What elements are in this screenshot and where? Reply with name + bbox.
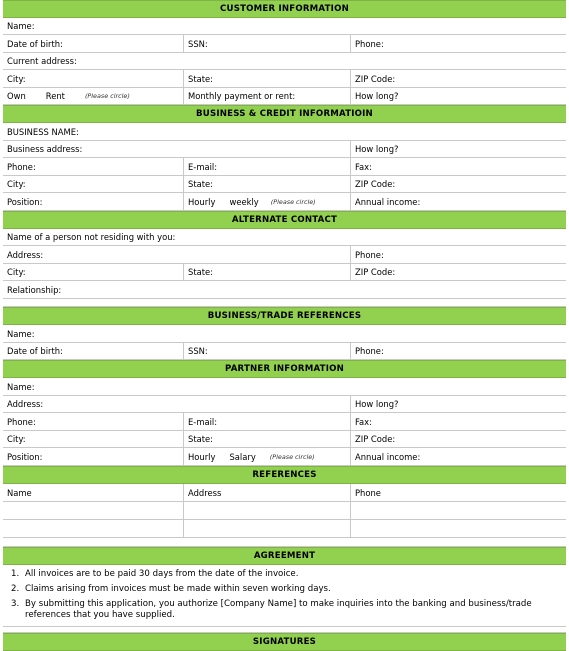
label-city: City: (7, 267, 26, 277)
references-column-headers (3, 484, 566, 502)
agreement-item: 1. All invoices are to be paid 30 days from the date of the invoice. (11, 569, 299, 579)
reference-address-cell[interactable] (183, 520, 188, 537)
label-address: Address: (7, 399, 44, 409)
section-header-business: BUSINESS & CREDIT INFORMATIOIN (3, 105, 566, 123)
please-circle-note: (Please circle) (270, 197, 316, 206)
pay-frequency-options (183, 193, 316, 210)
label-business-address: Business address: (7, 144, 83, 154)
row-customer-name[interactable] (3, 18, 566, 35)
credit-application-form (3, 0, 566, 651)
pay-frequency-options (183, 448, 315, 465)
row-customer-address[interactable] (3, 53, 566, 70)
reference-row[interactable] (3, 502, 566, 520)
row-alternate-city[interactable] (3, 264, 566, 281)
label-city: City: (7, 73, 26, 84)
label-email: E-mail: (183, 158, 217, 175)
agreement-list (3, 569, 566, 621)
label-name: Name: (7, 21, 35, 31)
label-zip: ZIP Code: (350, 431, 395, 447)
row-trade-name[interactable] (3, 325, 566, 343)
row-partner-city[interactable] (3, 431, 566, 448)
label-how-long: How long? (350, 396, 398, 412)
label-zip: ZIP Code: (350, 176, 395, 192)
spacer-row (3, 627, 566, 633)
label-business-name: BUSINESS NAME: (7, 126, 79, 137)
reference-phone-cell[interactable] (350, 520, 355, 537)
label-state: State: (183, 70, 213, 87)
row-customer-housing[interactable] (3, 88, 566, 105)
please-circle-note: (Please circle) (269, 452, 315, 461)
column-header-phone: Phone (350, 484, 381, 501)
row-customer-dob[interactable] (3, 35, 566, 53)
option-salary[interactable]: Salary (229, 451, 256, 462)
spacer-row (3, 538, 566, 547)
option-weekly[interactable]: weekly (229, 196, 259, 207)
label-dob: Date of birth: (7, 38, 63, 49)
row-business-position[interactable] (3, 193, 566, 211)
label-how-long: How long? (350, 141, 398, 157)
please-circle-note: (Please circle) (84, 92, 130, 100)
option-hourly[interactable]: Hourly (188, 196, 216, 207)
label-fax: Fax: (350, 158, 372, 175)
label-state: State: (183, 264, 213, 280)
label-current-address: Current address: (7, 56, 77, 66)
label-monthly-payment: Monthly payment or rent: (183, 88, 295, 104)
label-phone: Phone: (7, 416, 36, 427)
label-ssn: SSN: (183, 343, 208, 359)
label-city: City: (7, 179, 26, 189)
label-position: Position: (7, 451, 43, 462)
section-header-references: REFERENCES (3, 466, 566, 484)
section-header-signatures: SIGNATURES (3, 633, 566, 651)
label-phone: Phone: (350, 35, 384, 52)
column-header-address: Address (183, 484, 221, 501)
reference-phone-cell[interactable] (350, 502, 355, 519)
section-header-partner: PARTNER INFORMATION (3, 360, 566, 378)
label-alternate-name: Name of a person not residing with you: (7, 232, 176, 242)
label-relationship: Relationship: (7, 284, 62, 295)
label-how-long: How long? (350, 88, 398, 104)
agreement-terms (3, 565, 566, 627)
label-name: Name: (7, 328, 35, 339)
row-trade-dob[interactable] (3, 343, 566, 360)
label-name: Name: (7, 381, 35, 392)
spacer-row (3, 299, 566, 307)
label-phone: Phone: (350, 343, 384, 359)
label-email: E-mail: (183, 413, 217, 430)
label-ssn: SSN: (183, 35, 208, 52)
label-annual-income: Annual income: (350, 193, 420, 210)
row-partner-address[interactable] (3, 396, 566, 413)
row-alternate-relationship[interactable] (3, 281, 566, 299)
row-partner-name[interactable] (3, 378, 566, 396)
label-phone: Phone: (350, 246, 384, 263)
reference-name-cell[interactable] (3, 520, 7, 537)
label-dob: Date of birth: (7, 346, 63, 356)
housing-options (3, 88, 130, 104)
label-zip: ZIP Code: (350, 70, 395, 87)
row-customer-city[interactable] (3, 70, 566, 88)
section-header-agreement: AGREEMENT (3, 547, 566, 565)
label-phone: Phone: (7, 161, 36, 172)
option-rent[interactable]: Rent (45, 91, 65, 101)
label-state: State: (183, 176, 213, 192)
row-business-city[interactable] (3, 176, 566, 193)
row-alternate-name[interactable] (3, 229, 566, 246)
label-position: Position: (7, 196, 43, 207)
row-partner-phone[interactable] (3, 413, 566, 431)
agreement-item: 2. Claims arising from invoices must be made within seven working days. (11, 584, 331, 594)
label-state: State: (183, 431, 213, 447)
row-business-address[interactable] (3, 141, 566, 158)
row-business-name[interactable] (3, 123, 566, 141)
label-address: Address: (7, 249, 44, 260)
label-city: City: (7, 434, 26, 444)
reference-address-cell[interactable] (183, 502, 188, 519)
label-fax: Fax: (350, 413, 372, 430)
row-partner-position[interactable] (3, 448, 566, 466)
row-business-phone[interactable] (3, 158, 566, 176)
column-header-name: Name (7, 487, 32, 498)
section-header-trade: BUSINESS/TRADE REFERENCES (3, 307, 566, 325)
option-own[interactable]: Own (7, 91, 26, 101)
reference-row[interactable] (3, 520, 566, 538)
section-header-customer: CUSTOMER INFORMATION (3, 0, 566, 18)
label-annual-income: Annual income: (350, 448, 420, 465)
option-hourly[interactable]: Hourly (188, 451, 216, 462)
row-alternate-address[interactable] (3, 246, 566, 264)
agreement-item: 3. By submitting this application, you authorize [Company Name] to make inquiries into the banking and business/trade references that you have supplied. (11, 599, 532, 620)
reference-name-cell[interactable] (3, 502, 7, 519)
section-header-alternate: ALTERNATE CONTACT (3, 211, 566, 229)
label-zip: ZIP Code: (350, 264, 395, 280)
